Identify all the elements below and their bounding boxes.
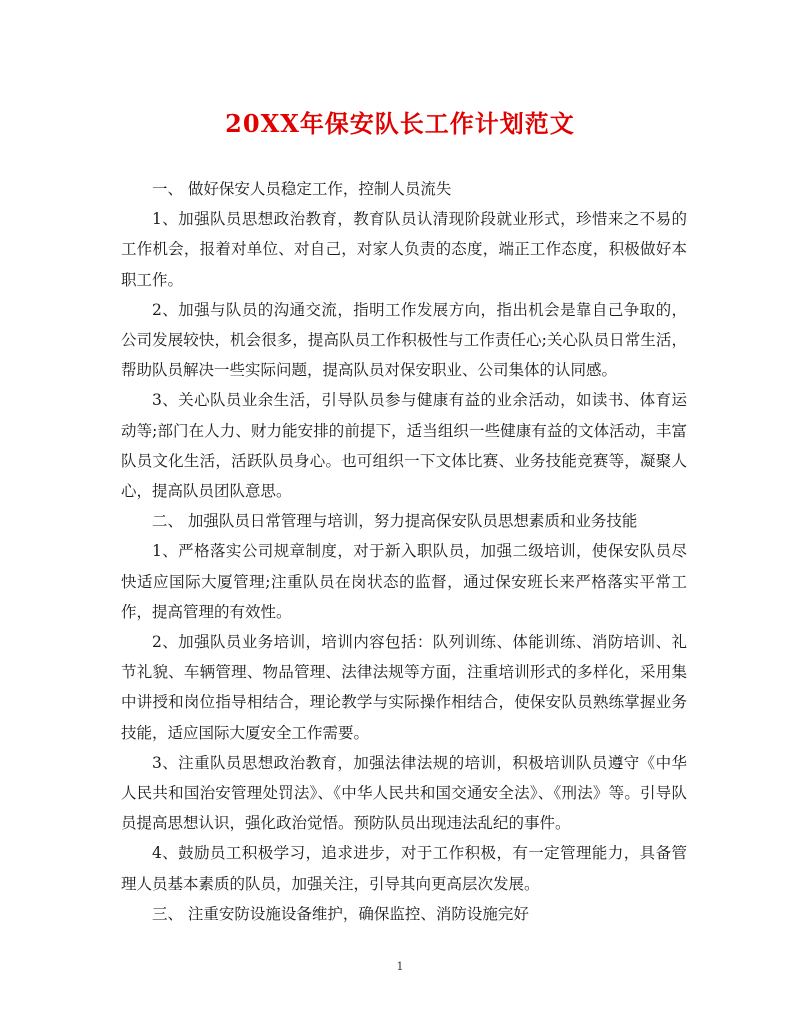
paragraph-2-2: 2、加强队员业务培训，培训内容包括：队列训练、体能训练、消防培训、礼节礼貌、车辆管理、物品管理、法律法规等方面，注重培训形式的多样化，采用集中讲授和岗位指导相结合，理论教学与实际操作相结合，使保安队员熟练掌握业务技能，适应国际大厦安全工作需要。 xyxy=(121,633,687,742)
paragraph-1-2: 2、加强与队员的沟通交流，指明工作发展方向，指出机会是靠自己争取的，公司发展较快，机会很多，提高队员工作积极性与工作责任心;关心队员日常生活，帮助队员解决一些实际问题，提高队员对保安职业、公司集体的认同感。 xyxy=(121,300,687,380)
page-number: 1 xyxy=(396,960,404,973)
section-heading-3: 三、 注重安防设施设备维护，确保监控、消防设施完好 xyxy=(152,904,529,923)
paragraph-2-3: 3、注重队员思想政治教育，加强法律法规的培训，积极培训队员遵守《中华人民共和国治安管理处罚法》、《中华人民共和国交通安全法》、《刑法》等。引导队员提高思想认识，强化政治觉悟。预防队员出现违法乱纪的事件。 xyxy=(121,753,687,833)
document-body xyxy=(121,174,687,929)
document-title: 20XX年保安队长工作计划范文 xyxy=(225,109,575,138)
paragraph-1-1: 1、加强队员思想政治教育，教育队员认清现阶段就业形式，珍惜来之不易的工作机会，报着对单位、对自己，对家人负责的态度，端正工作态度，积极做好本职工作。 xyxy=(121,210,687,289)
paragraph-2-4: 4、鼓励员工积极学习，追求进步，对于工作积极，有一定管理能力，具备管理人员基本素质的队员，加强关注，引导其向更高层次发展。 xyxy=(121,844,687,893)
paragraph-2-1: 1、严格落实公司规章制度，对于新入职队员，加强二级培训，使保安队员尽快适应国际大厦管理;注重队员在岗状态的监督，通过保安班长来严格落实平常工作，提高管理的有效性。 xyxy=(121,542,687,621)
paragraph-1-3: 3、关心队员业余生活，引导队员参与健康有益的业余活动，如读书、体育运动等;部门在人力、财力能安排的前提下，适当组织一些健康有益的文体活动，丰富队员文化生活，活跃队员身心。也可组织一下文体比赛、业务技能竞赛等，凝聚人心，提高队员团队意思。 xyxy=(121,391,687,501)
section-heading-1: 一、 做好保安人员稳定工作，控制人员流失 xyxy=(152,180,452,198)
section-heading-2: 二、 加强队员日常管理与培训，努力提高保安队员思想素质和业务技能 xyxy=(152,512,638,531)
